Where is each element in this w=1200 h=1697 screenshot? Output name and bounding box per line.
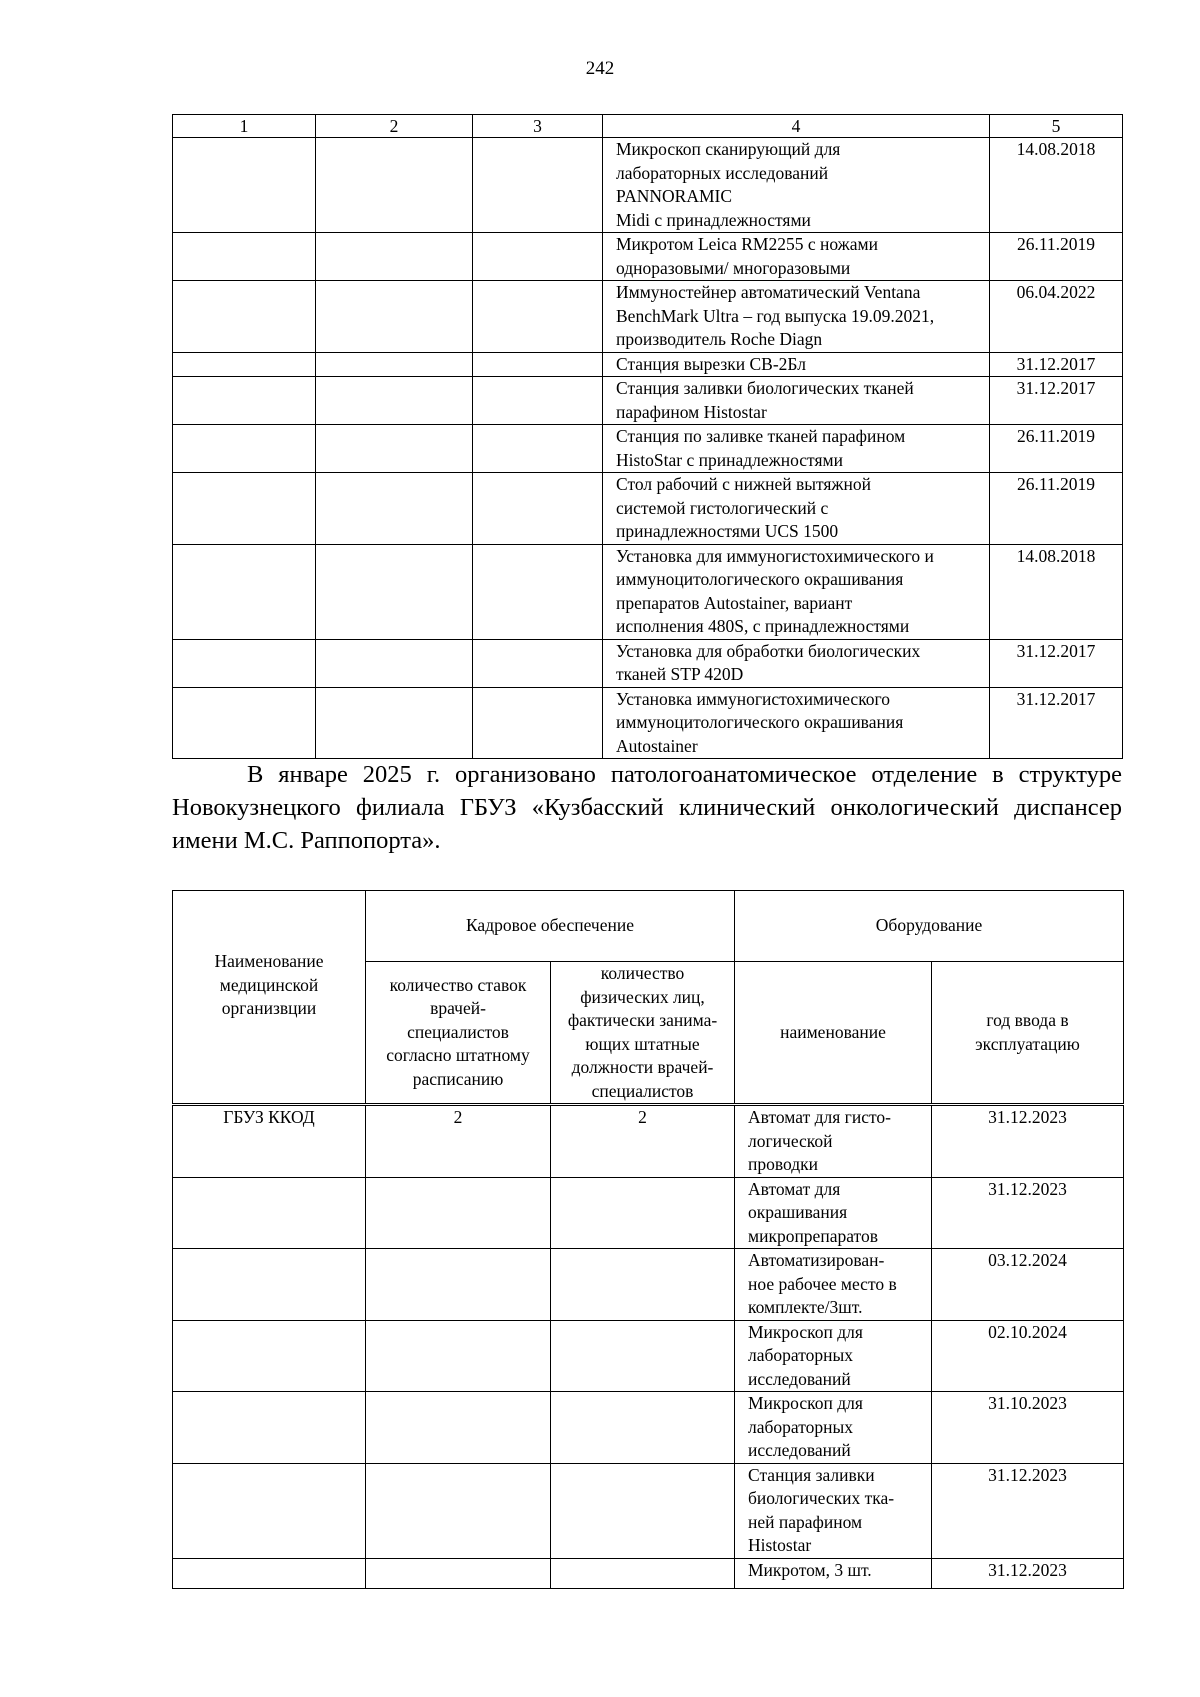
table-row [173,1558,1124,1588]
table-row [173,687,1123,759]
empty-cell [316,687,473,759]
persons-cell: 2 [551,1105,735,1178]
header-line: эксплуатацию [975,1033,1080,1054]
cell-line: Установка иммуногистохимического [616,688,891,709]
cell-line: одноразовыми/ многоразовыми [616,257,851,278]
cell-line: принадлежностями UCS 1500 [616,521,839,541]
empty-cell [173,138,316,233]
header-line: согласно штатному [386,1045,530,1066]
cell-line: иммуноцитологического окрашивания [616,569,904,589]
persons-cell [551,1177,735,1249]
header-line: медицинской [219,974,319,995]
org-cell [173,1392,366,1464]
date-cell: 26.11.2019 [990,425,1123,473]
empty-cell [173,352,316,377]
date-cell: 06.04.2022 [990,281,1123,353]
cell-line: Станция заливки [748,1464,875,1485]
cell-line: исполнения 480S, с принадлежностями [616,616,910,636]
header-line: физических лиц, [580,986,705,1007]
empty-cell [316,233,473,281]
cell-line: HistoStar с принадлежностями [616,449,843,470]
equipment-name-cell [735,1463,932,1558]
column-number: 1 [173,115,316,138]
date-cell: 31.12.2017 [990,687,1123,759]
date-cell: 31.12.2017 [990,377,1123,425]
equipment-table [172,114,1123,759]
empty-cell [173,425,316,473]
cell-line: тканей STP 420D [616,664,744,684]
header-equipment: Оборудование [735,891,1124,962]
org-cell: ГБУЗ ККОД [173,1105,366,1178]
equipment-name-cell [603,352,990,377]
cell-line: препаратов Autostainer, вариант [616,592,853,613]
table-row [173,1177,1124,1249]
rates-cell [366,1320,551,1392]
org-cell [173,1249,366,1321]
department-table [172,890,1124,1589]
date-cell: 31.12.2023 [932,1177,1124,1249]
org-cell [173,1320,366,1392]
table-row [173,425,1123,473]
equipment-name-cell [603,687,990,759]
equipment-name-cell [735,1105,932,1178]
header-persons [551,962,735,1105]
table-row [173,1320,1124,1392]
table-row [173,377,1123,425]
header-line: год ввода в [986,1010,1069,1030]
equipment-name-cell [735,1320,932,1392]
header-rates [366,962,551,1105]
equipment-name-cell [603,281,990,353]
table-row [173,1105,1124,1178]
cell-line: Установка для иммуногистохимического и [616,545,934,566]
table-row [173,138,1123,233]
date-cell: 31.12.2017 [990,639,1123,687]
table-row [173,639,1123,687]
column-number: 2 [316,115,473,138]
table-row [173,544,1123,639]
header-line: специалистов [591,1080,694,1101]
cell-line: лабораторных [748,1416,854,1437]
date-cell: 31.12.2023 [932,1105,1124,1178]
date-cell: 31.10.2023 [932,1392,1124,1464]
empty-cell [316,352,473,377]
cell-line: парафином Histostar [616,401,767,422]
table-header-row [173,115,1123,138]
cell-line: Histostar [748,1535,812,1555]
column-number: 3 [473,115,603,138]
table-row [173,352,1123,377]
cell-line: исследований [748,1368,851,1389]
empty-cell [473,687,603,759]
empty-cell [316,544,473,639]
cell-line: ное рабочее место в [748,1273,897,1294]
cell-line: BenchMark Ultra – год выпуска 19.09.2021, [616,305,935,326]
header-line: фактически занима- [567,1010,718,1030]
header-line: специалистов [407,1021,509,1042]
cell-line: комплекте/3шт. [748,1297,863,1317]
equipment-name-cell [735,1177,932,1249]
header-line: расписанию [412,1068,504,1089]
org-cell [173,1463,366,1558]
cell-line: Станция заливки биологических тканей [616,378,914,398]
date-cell: 31.12.2023 [932,1463,1124,1558]
cell-line: иммуноцитологического окрашивания [616,712,904,732]
persons-cell [551,1249,735,1321]
date-cell: 14.08.2018 [990,138,1123,233]
empty-cell [173,281,316,353]
persons-cell [551,1463,735,1558]
equipment-name-cell [603,544,990,639]
cell-line: Иммуностейнер автоматический Ventana [616,282,921,302]
column-number: 5 [990,115,1123,138]
empty-cell [316,281,473,353]
date-cell: 03.12.2024 [932,1249,1124,1321]
cell-line: лабораторных исследований [616,162,829,183]
org-cell [173,1558,366,1588]
cell-line: Autostainer [616,735,698,756]
empty-cell [473,352,603,377]
body-paragraph: В январе 2025 г. организовано патологоанатомическое отделение в структуре Новокузнецкого филиала ГБУЗ «Кузбасский клинический онкологический диспансер имени М.С. Раппопорта». [172,761,1122,854]
equipment-name-cell [603,138,990,233]
empty-cell [473,281,603,353]
date-cell: 31.12.2023 [932,1558,1124,1588]
cell-line: системой гистологический с [616,497,829,518]
cell-line: биологических тка- [748,1488,895,1508]
cell-line: Микроскоп для [748,1321,863,1342]
date-cell: 31.12.2017 [990,352,1123,377]
header-line: врачей- [430,998,486,1019]
table-row [173,1249,1124,1321]
empty-cell [473,639,603,687]
persons-cell [551,1392,735,1464]
empty-cell [316,473,473,545]
header-line: количество [600,963,685,983]
empty-cell [316,377,473,425]
cell-line: окрашивания [748,1202,848,1222]
empty-cell [173,544,316,639]
equipment-name-cell [603,233,990,281]
empty-cell [316,639,473,687]
header-eq-year [932,962,1124,1105]
cell-line: PANNORAMIC [616,186,733,206]
column-number: 4 [603,115,990,138]
cell-line: Автомат для гисто- [748,1107,891,1127]
equipment-name-cell [603,377,990,425]
cell-line: Микротом Leica RM2255 с ножами [616,234,878,254]
persons-cell [551,1558,735,1588]
equipment-name-cell [603,425,990,473]
date-cell: 02.10.2024 [932,1320,1124,1392]
equipment-name-cell [603,639,990,687]
rates-cell [366,1392,551,1464]
cell-line: проводки [748,1154,819,1174]
date-cell: 14.08.2018 [990,544,1123,639]
cell-line: Микроскоп сканирующий для [616,139,841,159]
cell-line: Станция вырезки СВ-2Бл [616,353,806,374]
table-row [173,233,1123,281]
header-eq-name: наименование [735,962,932,1105]
header-staffing: Кадровое обеспечение [366,891,735,962]
cell-line: Микротом, 3 шт. [748,1559,872,1580]
cell-line: логической [748,1130,833,1151]
date-cell: 26.11.2019 [990,233,1123,281]
empty-cell [473,425,603,473]
cell-line: исследований [748,1440,851,1460]
table-row [173,1392,1124,1464]
cell-line: Midi с принадлежностями [616,209,811,230]
org-cell [173,1177,366,1249]
header-line: ющих штатные [585,1033,700,1054]
header-line: должности врачей- [571,1057,714,1077]
empty-cell [473,233,603,281]
equipment-name-cell [735,1249,932,1321]
empty-cell [316,138,473,233]
table-row [173,473,1123,545]
cell-line: Автоматизирован- [748,1250,885,1270]
empty-cell [173,233,316,281]
empty-cell [473,138,603,233]
persons-cell [551,1320,735,1392]
rates-cell [366,1558,551,1588]
cell-line: производитель Roche Diagn [616,329,823,349]
empty-cell [473,544,603,639]
date-cell: 26.11.2019 [990,473,1123,545]
cell-line: Стол рабочий с нижней вытяжной [616,474,872,494]
rates-cell [366,1177,551,1249]
cell-line: Станция по заливке тканей парафином [616,426,906,446]
cell-line: Автомат для [748,1178,841,1199]
table-row [173,281,1123,353]
header-line: количество ставок [389,974,527,995]
cell-line: Установка для обработки биологических [616,640,921,661]
rates-cell [366,1463,551,1558]
empty-cell [173,687,316,759]
empty-cell [473,473,603,545]
header-org-name [173,891,366,1105]
equipment-name-cell [603,473,990,545]
empty-cell [473,377,603,425]
empty-cell [173,639,316,687]
empty-cell [173,473,316,545]
cell-line: лабораторных [748,1345,854,1365]
cell-line: микропрепаратов [748,1225,878,1246]
cell-line: Микроскоп для [748,1393,863,1413]
rates-cell [366,1249,551,1321]
table-row [173,1463,1124,1558]
equipment-name-cell [735,1392,932,1464]
header-line: Наименование [214,951,324,971]
equipment-name-cell [735,1558,932,1588]
empty-cell [316,425,473,473]
cell-line: ней парафином [748,1511,863,1532]
header-line: организвции [221,998,317,1018]
page-number: 242 [585,58,615,79]
empty-cell [173,377,316,425]
rates-cell: 2 [366,1105,551,1178]
